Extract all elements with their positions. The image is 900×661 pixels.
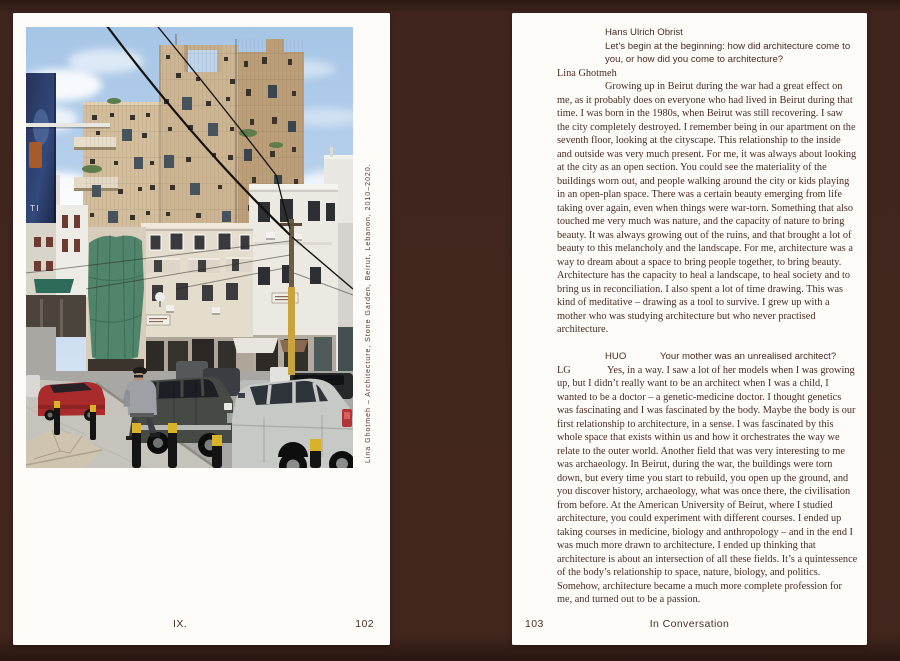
- question-2: [605, 350, 858, 364]
- answer-1: Growing up in Beirut during the war had a great effect on me, as it probably does on everyone who had lived in Beirut during that time. I was born in the 1980s, when Beirut was still recovering. I saw the city completely destroyed. I remember being in our apartment on the seventh floor, looking at the cityscape. This relationship to the inside and outside was very much present. For me, it was always about looking at the city as an open section. You could see the materiality of the buildings worn out, and people walking around the city or kids playing in an open-plan space. There was a certain beauty emerging from life taking over again, even when things were war-torn. Something that also touched me very much was nature, and the capacity of nature to bring beauty. It was always growing out of the ruins, and that brought a lot of beauty to this melancholy and the landscape. For me, architecture was a way to dream about a space to bring people together, to bring beauty. Architecture has the capacity to heal a landscape, to heal society and to bring us in reconciliation. I also spent a lot of time drawing. This was kind of meditative – drawing as a tool to survive. I grew up with a mother who was studying architecture but who never practised architecture.: [557, 81, 857, 335]
- interviewee-initials: LG: [557, 364, 571, 376]
- paragraph-gap: [557, 337, 858, 351]
- right-page: [512, 13, 867, 645]
- right-page-footer: [512, 618, 867, 631]
- stone-garden-photo-svg: [26, 27, 353, 468]
- interviewee-name: Lina Ghotmeh: [557, 67, 617, 79]
- scaffold-mesh-building: [86, 227, 146, 375]
- interview-text: [557, 26, 858, 607]
- page-number-right-page: 103: [525, 618, 544, 630]
- answer-2: [557, 364, 858, 607]
- left-page-footer: [13, 618, 390, 631]
- stone-garden-photo: [26, 27, 353, 468]
- silver-suv: [232, 379, 353, 468]
- interviewer-initials: HUO: [605, 351, 627, 362]
- photo-caption: Lina Ghotmeh – Architecture, Stone Garden, Beirut, Lebanon, 2010–2020.: [363, 163, 372, 463]
- billboard-text: TI: [30, 204, 41, 213]
- page-number-left-page: 102: [355, 618, 374, 630]
- chapter-number: IX.: [173, 618, 188, 630]
- running-title: In Conversation: [649, 618, 730, 630]
- question-1: Let’s begin at the beginning: how did architecture come to you, or how did you come to architecture?: [605, 40, 851, 65]
- left-page: [13, 13, 390, 645]
- answer-2-text: Yes, in a way. I saw a lot of her models when I was growing up, but I didn’t really want to be an architect when I was a child, I wanted to be a doctor – a genetic-medicine doctor. I thought genetics was fascinating and I was fascinated by the body. Maybe the body is our first relationship to architecture, in a sense. I was fascinated by this whole space that exists within us and how it orchestrates the way we relate to the outer world. Another field that was very interesting to me was archaeology. In Beirut, during the war, the buildings were torn down, but every time you start to rebuild, you open up the ground, and you discover history, archaeology, what was once there, the civilisation from before. At the American University of Beirut, where I studied architecture, you could experiment with different courses. I ended up taking courses in medicine, biology and anthropology – and in the end I was much more drawn to architecture. I ended up thinking that architecture is about an intersection of all these fields. It’s a quintessence of the body’s relationship to space, nature, biology, and politics. Somehow, architecture became a much more complete profession for me, and turned out to be a passion.: [557, 364, 858, 605]
- question-2-text: Your mother was an unrealised architect?: [660, 351, 837, 362]
- interviewer-name: Hans Ulrich Obrist: [605, 27, 683, 38]
